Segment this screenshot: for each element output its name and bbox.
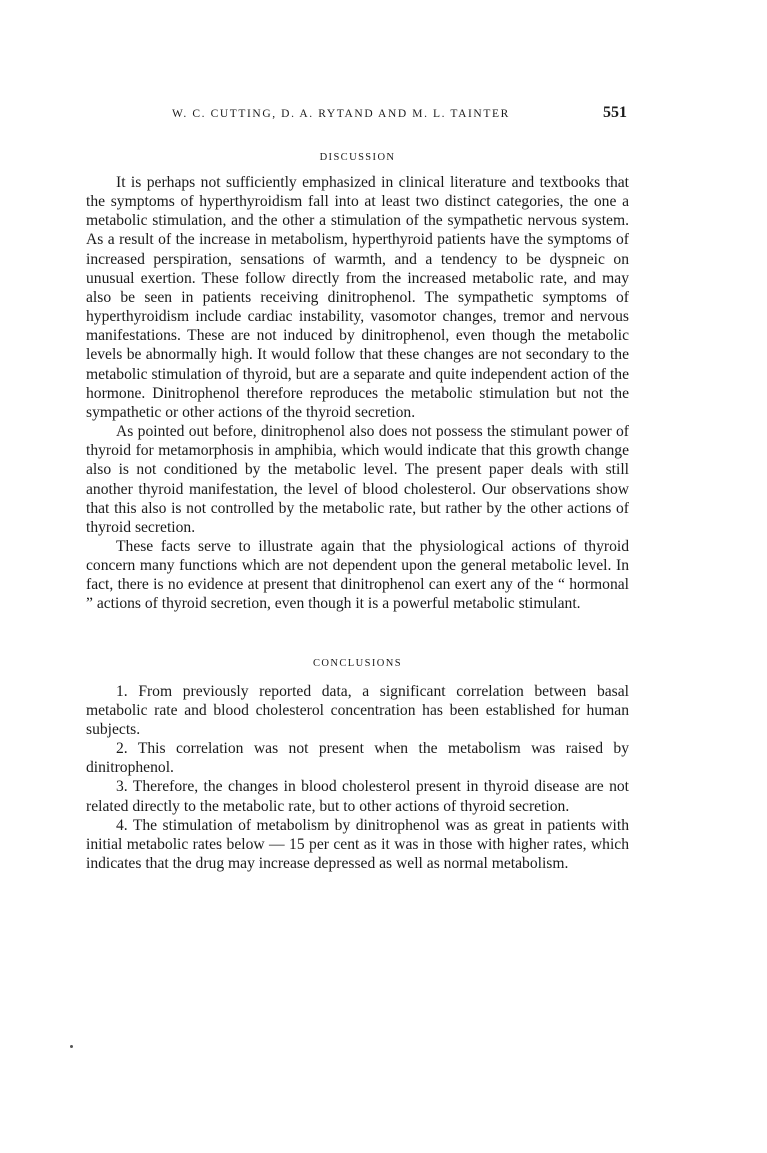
section-heading-conclusions: CONCLUSIONS [313, 657, 402, 669]
journal-page [86, 104, 629, 873]
discussion-paragraph: These facts serve to illustrate again that the physiological actions of thyroid concern many functions which are not dependent upon the general metabolic level. In fact, there is no evidence at present that dinitrophenol can exert any of the “ hormonal ” actions of thyroid secretion, even though it is a powerful metabolic stimulant. [86, 537, 629, 613]
section-heading-discussion: DISCUSSION [319, 152, 396, 163]
discussion-paragraph: As pointed out before, dinitrophenol also does not possess the stimulant power of thyroid for metamorphosis in amphibia, which would indicate that this growth change also is not conditioned by the metabolic level. The present paper deals with still another thyroid manifestation, the level of blood cholesterol. Our observations show that this also is not controlled by the metabolic rate, but rather by the other actions of thyroid secretion. [86, 423, 629, 536]
discussion-paragraph: It is perhaps not sufficiently emphasized in clinical literature and textbooks that the symptoms of hyperthyroidism fall into at least two distinct categories, the one a metabolic stimulation, and the other a stimulation of the sympathetic nervous system. As a result of the increase in metabolism, hyperthyroid patients have the symptoms of increased perspiration, sensations of warmth, and a tendency to be dyspneic on unusual exertion. These follow directly from the increased metabolic rate, and may also be seen in patients receiving dinitrophenol. The sympathetic symptoms of hyperthyroidism include cardiac instability, vasomotor changes, tremor and nervous manifestations. These are not induced by dinitrophenol, even though the metabolic levels be abnormally high. It would follow that these changes are not secondary to the metabolic stimulation of thyroid, but are a separate and quite independent action of the hormone. Dinitrophenol therefore reproduces the metabolic stimulation but not the sympathetic or other actions of the thyroid secretion. [86, 174, 629, 421]
print-speck [70, 1045, 73, 1048]
running-head [86, 104, 629, 134]
running-head-authors: W. C. CUTTING, D. A. RYTAND AND M. L. TAINTER [172, 108, 510, 120]
conclusion-item: 1. From previously reported data, a significant correlation between basal metabolic rate and blood cholesterol concentration has been established for human subjects. [86, 682, 629, 738]
page-number: 551 [603, 104, 627, 121]
conclusion-item: 2. This correlation was not present when the metabolism was raised by dinitrophenol. [86, 740, 629, 777]
conclusion-item: 3. Therefore, the changes in blood cholesterol present in thyroid disease are not related directly to the metabolic rate, but to other actions of thyroid secretion. [86, 778, 629, 815]
conclusion-item: 4. The stimulation of metabolism by dinitrophenol was as great in patients with initial metabolic rates below — 15 per cent as it was in those with higher rates, which indicates that the drug may increase depressed as well as normal metabolism. [86, 816, 629, 872]
